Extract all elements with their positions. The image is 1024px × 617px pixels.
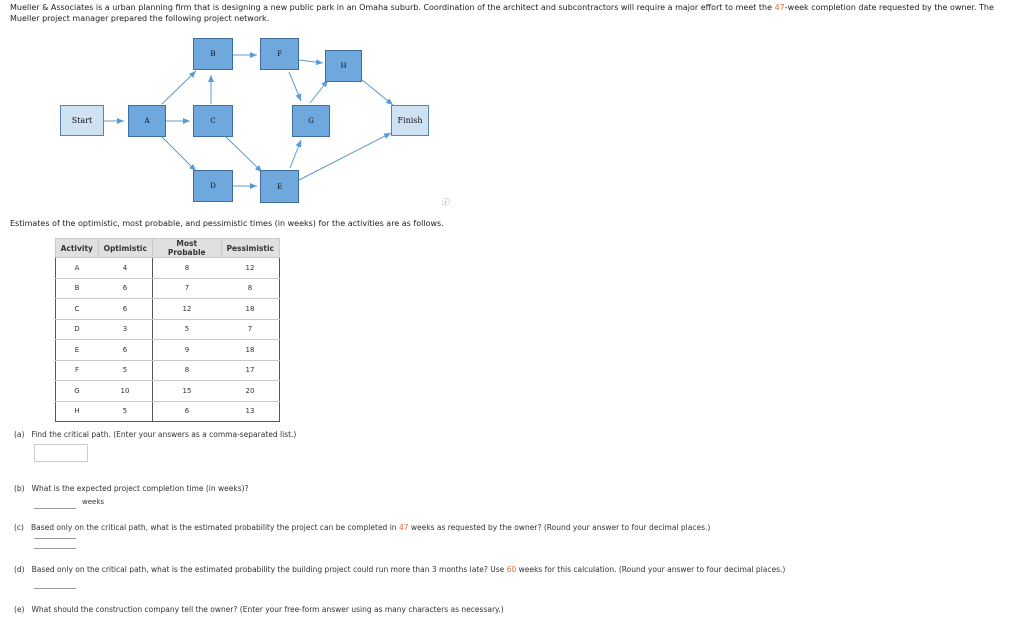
question-c-letter: (c) xyxy=(14,523,24,532)
cell-activity: F xyxy=(56,360,99,381)
cell-pessimistic: 20 xyxy=(221,381,280,402)
col-pessimistic: Pessimistic xyxy=(221,239,280,258)
arrow-h-finish xyxy=(361,79,393,105)
node-c: C xyxy=(193,105,233,137)
node-d: D xyxy=(193,170,233,202)
node-e: E xyxy=(260,170,299,203)
cell-optimistic: 5 xyxy=(98,360,153,381)
table-row xyxy=(56,360,280,381)
question-c-weeks: 47 xyxy=(398,523,409,532)
cell-pessimistic: 17 xyxy=(221,360,280,381)
arrow-f-h xyxy=(299,60,323,63)
table-row xyxy=(56,258,280,279)
question-e xyxy=(14,605,504,614)
question-a-text: Find the critical path. (Enter your answers as a comma-separated list.) xyxy=(31,430,297,439)
arrow-c-e xyxy=(226,137,262,172)
cell-activity: B xyxy=(56,278,99,299)
cell-optimistic: 3 xyxy=(98,319,153,340)
cell-activity: E xyxy=(56,340,99,361)
question-a xyxy=(14,430,296,439)
cell-activity: D xyxy=(56,319,99,340)
arrow-e-g xyxy=(290,140,301,168)
question-e-text: What should the construction company tell the owner? (Enter your free-form answer using as many characters as necessary.) xyxy=(31,605,504,614)
question-d-weeks: 60 xyxy=(506,565,517,574)
intro-weeks-highlight: 47 xyxy=(774,3,785,12)
question-b-letter: (b) xyxy=(14,484,25,493)
cell-most-probable: 12 xyxy=(153,299,222,320)
cell-most-probable: 8 xyxy=(153,360,222,381)
question-d-letter: (d) xyxy=(14,565,25,574)
cell-most-probable: 9 xyxy=(153,340,222,361)
info-icon[interactable]: ⓘ xyxy=(441,198,449,207)
cell-activity: C xyxy=(56,299,99,320)
node-b: B xyxy=(193,38,233,70)
cell-most-probable: 15 xyxy=(153,381,222,402)
activity-times-table xyxy=(55,238,280,422)
cell-activity: G xyxy=(56,381,99,402)
question-d xyxy=(14,565,785,574)
cell-optimistic: 6 xyxy=(98,340,153,361)
cell-pessimistic: 12 xyxy=(221,258,280,279)
col-activity: Activity xyxy=(56,239,99,258)
weeks-unit-label: weeks xyxy=(82,498,105,506)
question-a-letter: (a) xyxy=(14,430,25,439)
cell-optimistic: 5 xyxy=(98,401,153,422)
arrow-a-b xyxy=(162,71,196,104)
table-row xyxy=(56,340,280,361)
intro-text-2: -week completion date requested by the owner. The Mueller project manager prepared the following project network. xyxy=(10,3,994,23)
table-row xyxy=(56,319,280,340)
cell-pessimistic: 13 xyxy=(221,401,280,422)
table-row xyxy=(56,278,280,299)
node-h: H xyxy=(325,50,362,82)
table-row xyxy=(56,381,280,402)
cell-most-probable: 8 xyxy=(153,258,222,279)
question-c-text-after: weeks as requested by the owner? (Round your answer to four decimal places.) xyxy=(408,523,711,532)
question-c-text-before: Based only on the critical path, what is the estimated probability the project can be completed in xyxy=(30,523,399,532)
cell-optimistic: 4 xyxy=(98,258,153,279)
node-f: F xyxy=(260,38,299,70)
critical-path-input[interactable] xyxy=(34,444,88,462)
question-d-text-after: weeks for this calculation. (Round your answer to four decimal places.) xyxy=(516,565,786,574)
question-d-text-before: Based only on the critical path, what is the estimated probability the building project could run more than 3 months late? Use xyxy=(31,565,507,574)
probability-47-input-line-2[interactable] xyxy=(34,548,76,549)
cell-optimistic: 6 xyxy=(98,278,153,299)
question-e-letter: (e) xyxy=(14,605,25,614)
question-b xyxy=(14,484,249,493)
question-c xyxy=(14,523,710,532)
intro-text-1: Mueller & Associates is a urban planning firm that is designing a new public park in an Omaha suburb. Coordination of the architect and subcontractors will require a major effort to meet the xyxy=(10,3,775,12)
node-g: G xyxy=(292,105,330,137)
arrow-e-finish xyxy=(299,133,391,180)
table-row xyxy=(56,299,280,320)
cell-optimistic: 6 xyxy=(98,299,153,320)
col-most-probable: Most Probable xyxy=(153,239,222,258)
arrow-f-g xyxy=(289,72,301,101)
table-row xyxy=(56,401,280,422)
cell-pessimistic: 7 xyxy=(221,319,280,340)
probability-47-input-line-1[interactable] xyxy=(34,538,76,539)
cell-activity: A xyxy=(56,258,99,279)
col-optimistic: Optimistic xyxy=(98,239,153,258)
completion-time-input[interactable] xyxy=(34,508,76,509)
arrow-a-d xyxy=(162,137,196,171)
cell-most-probable: 6 xyxy=(153,401,222,422)
node-finish: Finish xyxy=(391,105,429,136)
node-a: A xyxy=(128,105,166,137)
cell-pessimistic: 18 xyxy=(221,340,280,361)
arrow-g-h xyxy=(310,80,328,103)
probability-60-input[interactable] xyxy=(34,588,76,589)
cell-pessimistic: 18 xyxy=(221,299,280,320)
cell-optimistic: 10 xyxy=(98,381,153,402)
cell-pessimistic: 8 xyxy=(221,278,280,299)
cell-activity: H xyxy=(56,401,99,422)
estimates-text: Estimates of the optimistic, most probable, and pessimistic times (in weeks) for the activities are as follows. xyxy=(10,219,444,228)
node-start: Start xyxy=(60,105,104,136)
question-b-text: What is the expected project completion time (in weeks)? xyxy=(31,484,249,493)
cell-most-probable: 7 xyxy=(153,278,222,299)
cell-most-probable: 5 xyxy=(153,319,222,340)
